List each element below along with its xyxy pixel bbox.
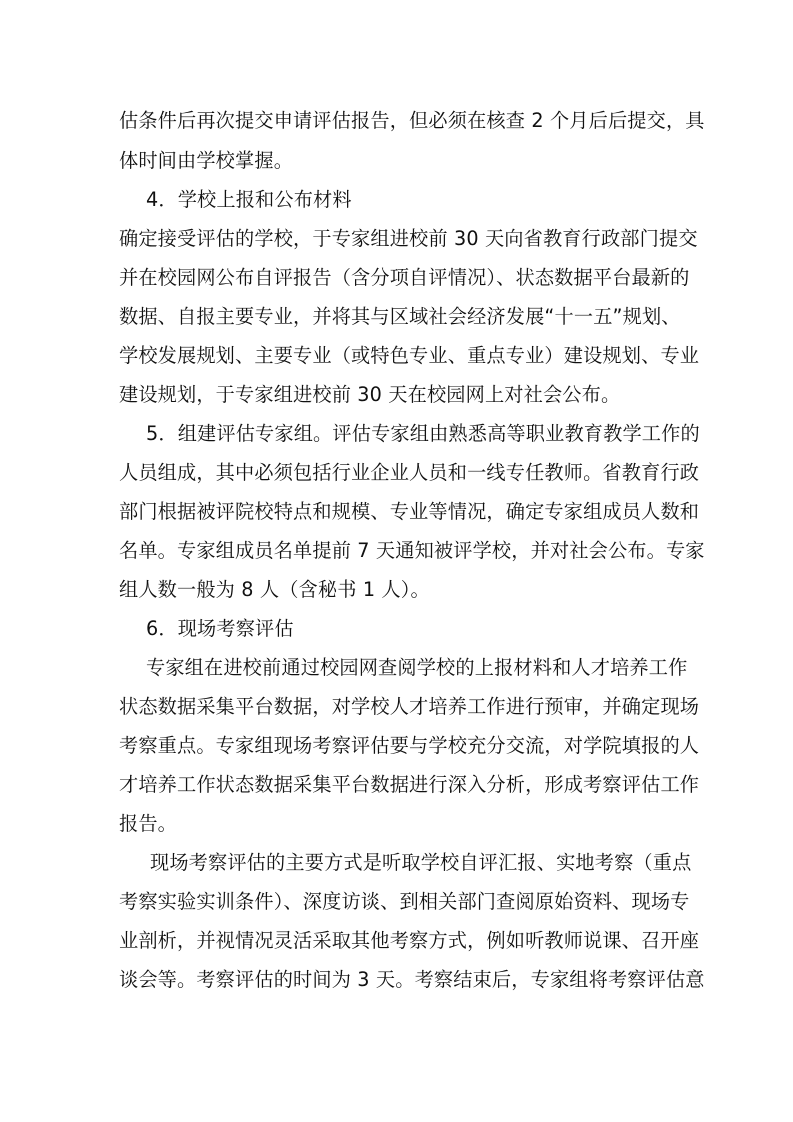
paragraph-start: 现场考察评估的主要方式是听取学校自评汇报、实地考察（重点 — [150, 851, 692, 874]
text-line: 确定接受评估的学校，于专家组进校前 30 天向省教育行政部门提交 — [119, 227, 698, 250]
text-line: 建设规划，于专家组进校前 30 天在校园网上对社会公布。 — [119, 383, 621, 406]
text-line: 体时间由学校掌握。 — [119, 149, 294, 172]
text-line: 组人数一般为 8 人（含秘书 1 人）。 — [119, 578, 430, 601]
text-line: 谈会等。考察评估的时间为 3 天。考察结束后，专家组将考察评估意 — [119, 968, 705, 991]
text-line: 人员组成，其中必须包括行业企业人员和一线专任教师。省教育行政 — [119, 461, 700, 484]
text-line: 考察实验实训条件）、深度访谈、到相关部门查阅原始资料、现场专 — [119, 890, 690, 913]
section-heading: 6．现场考察评估 — [146, 617, 294, 640]
section-heading: 5．组建评估专家组。评估专家组由熟悉高等职业教育教学工作的 — [146, 422, 700, 445]
text-line: 报告。 — [119, 812, 178, 835]
text-line: 考察重点。专家组现场考察评估要与学校充分交流，对学院填报的人 — [119, 734, 700, 757]
section-heading: 4．学校上报和公布材料 — [146, 188, 352, 211]
text-line: 部门根据被评院校特点和规模、专业等情况，确定专家组成员人数和 — [119, 500, 700, 523]
text-line: 名单。专家组成员名单提前 7 天通知被评学校，并对社会公布。专家 — [119, 539, 705, 562]
text-line: 估条件后再次提交申请评估报告，但必须在核查 2 个月后后提交，具 — [119, 109, 705, 132]
paragraph-start: 专家组在进校前通过校园网查阅学校的上报材料和人才培养工作 — [146, 656, 688, 679]
text-line: 业剖析，并视情况灵活采取其他考察方式，例如听教师说课、召开座 — [119, 929, 700, 952]
text-line: 并在校园网公布自评报告（含分项自评情况）、状态数据平台最新的 — [119, 266, 690, 289]
text-line: 学校发展规划、主要专业（或特色专业、重点专业）建设规划、专业 — [119, 344, 700, 367]
text-line: 才培养工作状态数据采集平台数据进行深入分析，形成考察评估工作 — [119, 773, 700, 796]
text-line: 状态数据采集平台数据，对学校人才培养工作进行预审，并确定现场 — [119, 695, 700, 718]
text-line: 数据、自报主要专业，并将其与区域社会经济发展“十一五”规划、 — [119, 305, 681, 328]
